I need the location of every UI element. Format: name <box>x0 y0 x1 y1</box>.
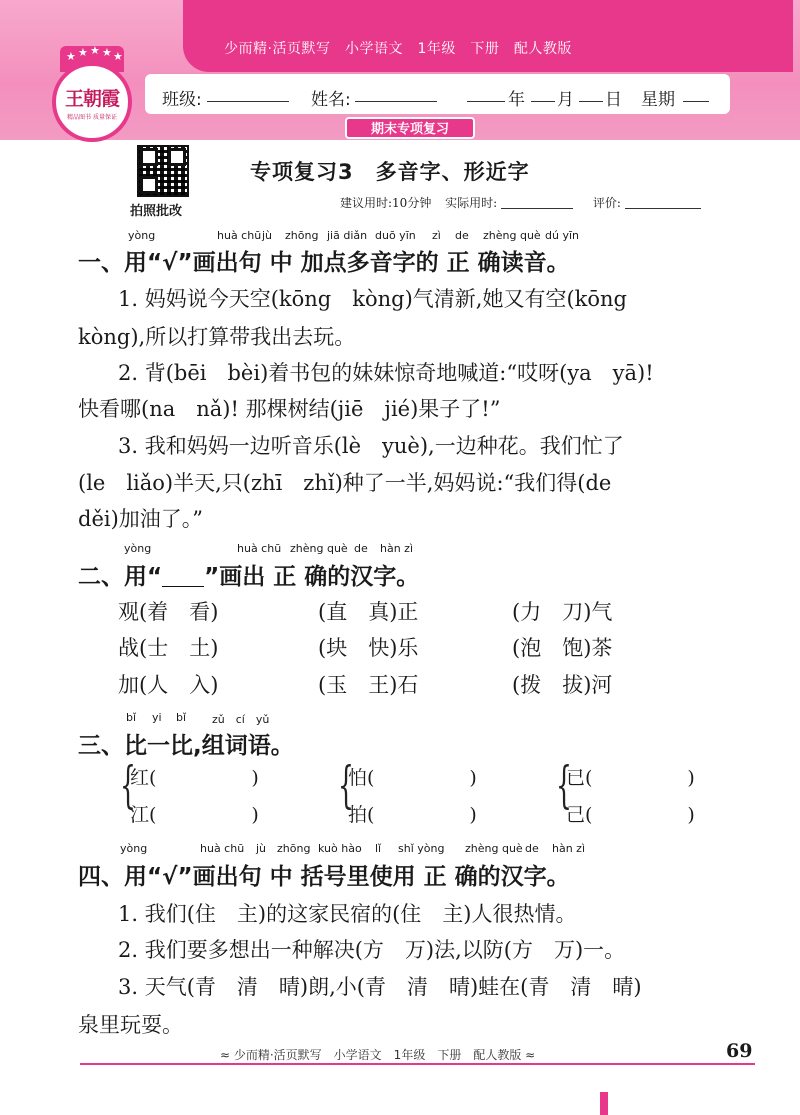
class-field[interactable] <box>207 85 289 105</box>
pinyin: duō yīn <box>375 229 416 242</box>
brace-icon: { <box>555 756 572 814</box>
pinyin: yi <box>152 711 162 724</box>
q3-pair-item[interactable]: 江( ) <box>130 804 259 826</box>
pinyin: bǐ <box>126 711 137 724</box>
page-edge-marker <box>600 1092 608 1115</box>
suggested-time: 建议用时:10分钟 <box>340 196 432 210</box>
q1-line-7: děi)加油了。” <box>78 507 204 531</box>
page-number: 69 <box>726 1040 753 1062</box>
star-icon: ★ <box>102 46 112 59</box>
star-icon: ★ <box>113 50 123 63</box>
day-field[interactable] <box>579 85 603 105</box>
year-label: 年 <box>508 90 525 110</box>
q4-line-4: 泉里玩耍。 <box>78 1013 183 1037</box>
student-info-box <box>145 74 730 114</box>
year-field[interactable] <box>467 85 505 105</box>
footer-text: ≈ 少而精·活页默写 小学语文 1年级 下册 配人教版 ≈ <box>220 1048 536 1062</box>
series-title: 少而精·活页默写 小学语文 1年级 下册 配人教版 <box>224 41 572 57</box>
q3-pair-item[interactable]: 怕( ) <box>348 767 477 789</box>
pinyin: de <box>525 842 539 855</box>
q1-line-4: 快看哪(na nǎ)! 那棵树结(jiē jié)果子了!” <box>78 397 501 421</box>
q2-item[interactable]: 战(士 土) <box>118 636 219 660</box>
q2-item[interactable]: (拨 拔)河 <box>512 673 613 697</box>
pinyin: de <box>455 229 469 242</box>
q3-pair-item[interactable]: 拍( ) <box>348 804 477 826</box>
q2-item[interactable]: (玉 王)石 <box>318 673 419 697</box>
month-field[interactable] <box>531 85 555 105</box>
pinyin: zì <box>432 229 441 242</box>
star-icon: ★ <box>78 46 88 59</box>
pinyin: hàn zì <box>552 842 586 855</box>
logo-subtext: 精品图书 质量保证 <box>67 114 117 121</box>
brace-icon: { <box>119 756 136 814</box>
publisher-logo <box>52 62 132 142</box>
name-field[interactable] <box>355 85 437 105</box>
section-tag: 期末专项复习 <box>345 117 475 139</box>
pinyin: zhèng què <box>483 229 541 242</box>
pinyin: zhōng <box>285 229 319 242</box>
q1-line-2: kòng),所以打算带我出去玩。 <box>78 325 356 349</box>
rating-label: 评价: <box>592 196 621 210</box>
qr-caption: 拍照批改 <box>130 204 183 219</box>
pinyin: yòng <box>128 229 156 242</box>
question-3-heading: 三、比一比,组词语。 <box>78 733 294 759</box>
pinyin: de <box>354 542 368 555</box>
actual-time-field[interactable] <box>501 192 573 209</box>
pinyin: jù <box>256 842 267 855</box>
pinyin: huà chū <box>237 542 282 555</box>
time-meta <box>340 192 701 211</box>
pinyin: zǔ cí yǔ <box>212 713 270 726</box>
rating-field[interactable] <box>625 192 701 209</box>
pinyin: zhōng <box>277 842 311 855</box>
q2-head-end: ”画出 正 确的汉字。 <box>204 564 420 590</box>
q3-pair-item[interactable]: 红( ) <box>130 767 259 789</box>
pinyin: yòng <box>124 542 152 555</box>
q4-line-3[interactable]: 3. 天气(青 清 晴)朗,小(青 清 晴)蛙在(青 清 晴) <box>118 975 642 999</box>
pinyin: zhèng què <box>465 842 523 855</box>
pinyin: bǐ <box>176 711 187 724</box>
q3-pair-item[interactable]: 已( ) <box>566 767 695 789</box>
pinyin: kuò hào <box>318 842 362 855</box>
qr-code-icon[interactable] <box>137 145 189 197</box>
pinyin: huà chū <box>200 842 245 855</box>
q2-item[interactable]: (力 刀)气 <box>512 600 613 624</box>
q2-head-start: 二、用“ <box>78 564 163 590</box>
q1-line-1: 1. 妈妈说今天空(kōng kòng)气清新,她又有空(kōng <box>118 287 627 311</box>
q2-item[interactable]: 观(着 看) <box>118 600 219 624</box>
pinyin: shǐ yòng <box>398 842 445 855</box>
pinyin: lǐ <box>375 842 382 855</box>
question-2-heading <box>78 558 419 591</box>
q4-line-1[interactable]: 1. 我们(住 主)的这家民宿的(住 主)人很热情。 <box>118 902 577 926</box>
pinyin: zhèng què <box>290 542 348 555</box>
q2-item[interactable]: 加(人 入) <box>118 673 219 697</box>
weekday-label: 星期 <box>641 90 675 110</box>
q2-item[interactable]: (泡 饱)茶 <box>512 636 613 660</box>
question-1-heading: 一、用“√”画出句 中 加点多音字的 正 确读音。 <box>78 250 570 276</box>
q2-item[interactable]: (直 真)正 <box>318 600 419 624</box>
q4-line-2[interactable]: 2. 我们要多想出一种解决(方 万)法,以防(方 万)一。 <box>118 938 626 962</box>
q1-line-5: 3. 我和妈妈一边听音乐(lè yuè),一边种花。我们忙了 <box>118 434 624 458</box>
pinyin: dú yīn <box>545 229 579 242</box>
pinyin: jiā diǎn <box>327 229 368 242</box>
q3-pair-item[interactable]: 己( ) <box>566 804 695 826</box>
class-label: 班级: <box>162 90 202 110</box>
header-tab <box>183 0 793 72</box>
weekday-field[interactable] <box>683 85 709 105</box>
pinyin: hàn zì <box>380 542 414 555</box>
underline-sample <box>162 568 204 587</box>
page-title: 专项复习3 多音字、形近字 <box>250 160 530 184</box>
month-label: 月 <box>557 90 574 110</box>
q1-line-3: 2. 背(bēi bèi)着书包的妹妹惊奇地喊道:“哎呀(ya yā)! <box>118 361 654 385</box>
q2-item[interactable]: (块 快)乐 <box>318 636 419 660</box>
pinyin: yòng <box>120 842 148 855</box>
day-label: 日 <box>605 90 622 110</box>
question-4-heading: 四、用“√”画出句 中 括号里使用 正 确的汉字。 <box>78 864 570 890</box>
actual-time-label: 实际用时: <box>445 196 498 210</box>
name-label: 姓名: <box>311 90 351 110</box>
footer-divider <box>80 1063 755 1065</box>
brace-icon: { <box>337 756 354 814</box>
pinyin: huà chū <box>217 229 262 242</box>
pinyin: jù <box>262 229 273 242</box>
star-icon: ★ <box>66 50 76 63</box>
q1-line-6: (le liǎo)半天,只(zhī zhǐ)种了一半,妈妈说:“我们得(de <box>78 471 612 495</box>
logo-text: 王朝霞 <box>64 88 119 110</box>
star-icon: ★ <box>90 44 100 57</box>
